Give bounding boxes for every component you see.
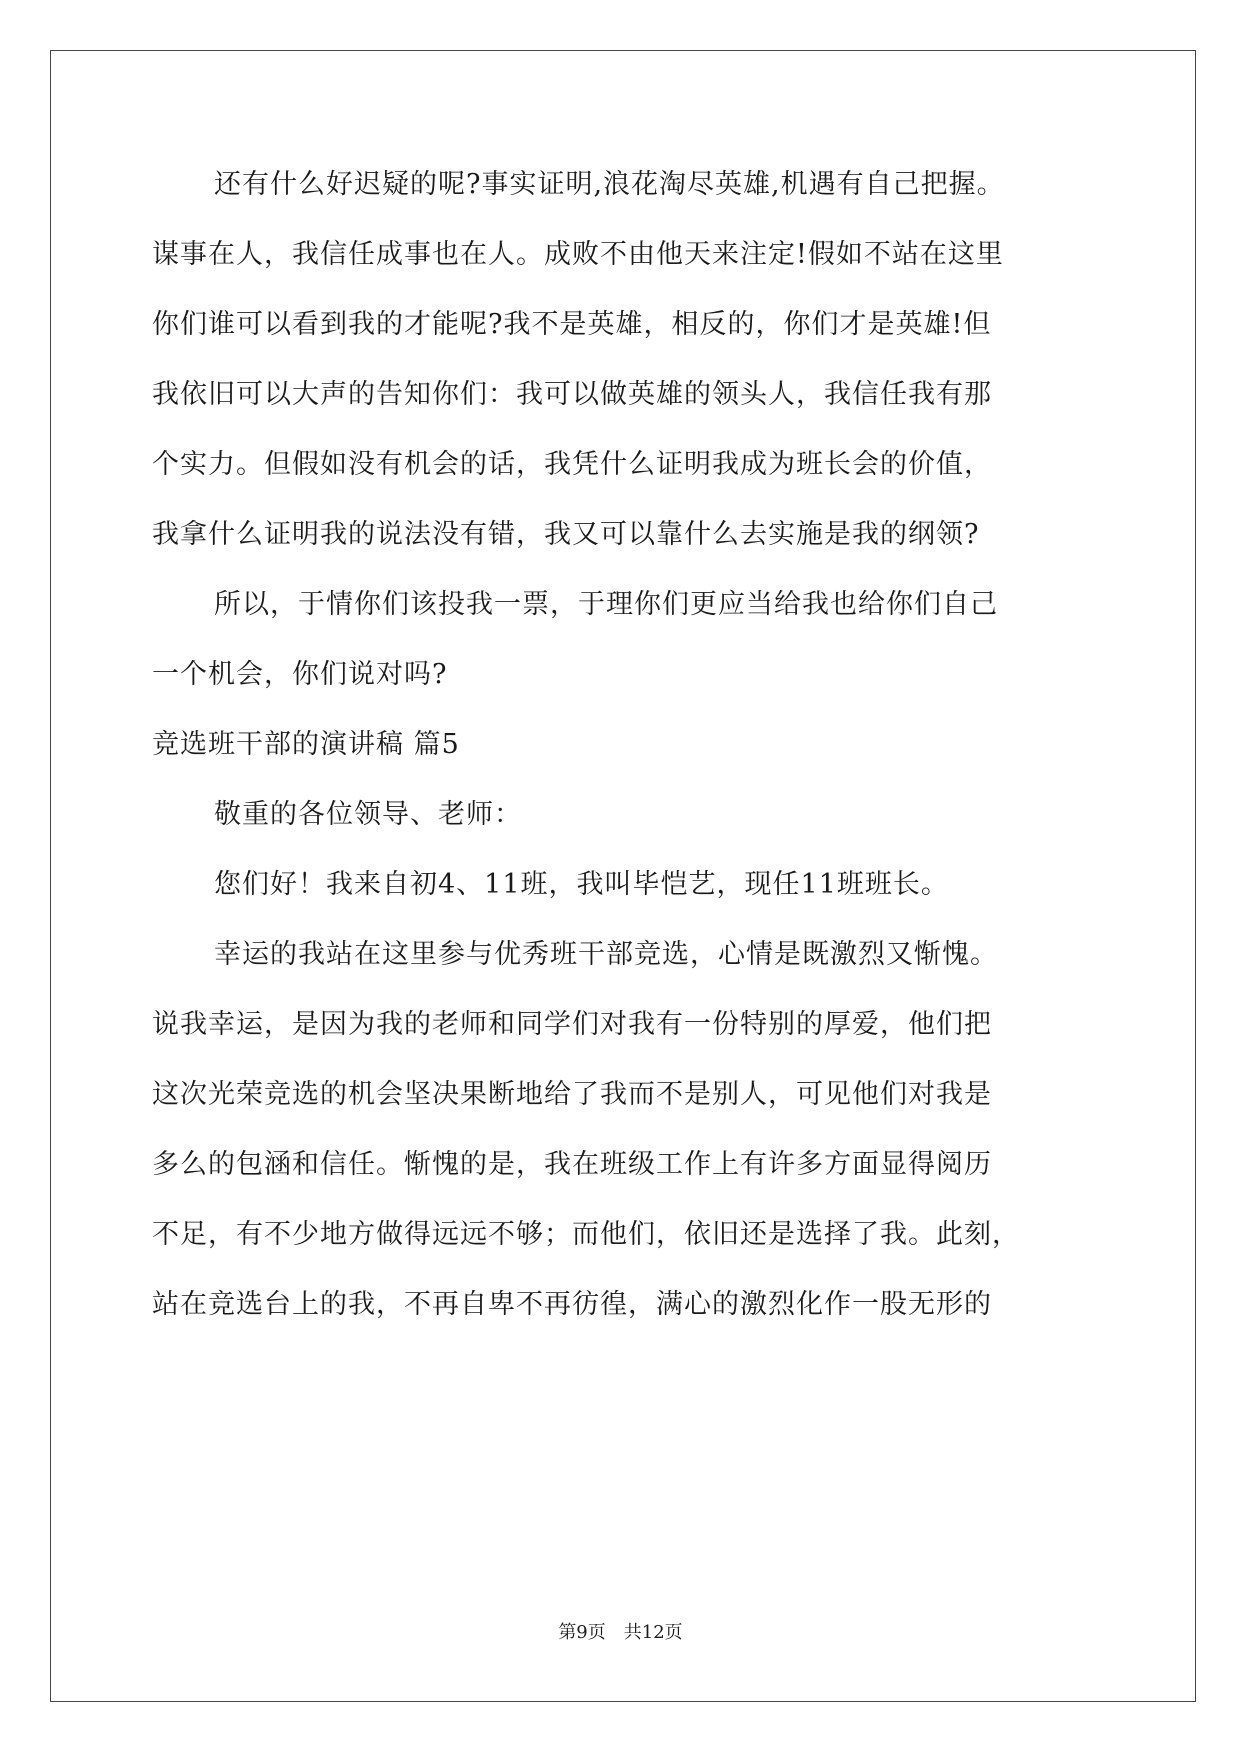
page-footer [0,1618,1241,1644]
text-line: 我依旧可以大声的告知你们：我可以做英雄的领头人，我信任我有那 [152,379,992,410]
text-line: 您们好！我来自初4、11班，我叫毕恺艺，现任11班班长。 [214,869,949,900]
text-line: 所以，于情你们该投我一票，于理你们更应当给我也给你们自己 [214,589,998,620]
text-line: 幸运的我站在这里参与优秀班干部竞选，心情是既激烈又惭愧。 [214,939,998,970]
text-line: 一个机会，你们说对吗? [152,659,448,690]
current-page-number: 第9页 [558,1622,606,1643]
text-line: 站在竞选台上的我，不再自卑不再彷徨，满心的激烈化作一股无形的 [152,1289,992,1320]
text-line: 多么的包涵和信任。惭愧的是，我在班级工作上有许多方面显得阅历 [152,1149,992,1180]
text-line: 说我幸运，是因为我的老师和同学们对我有一份特别的厚爱，他们把 [152,1009,992,1040]
text-line: 我拿什么证明我的说法没有错，我又可以靠什么去实施是我的纲领? [152,519,980,550]
document-body [152,160,1092,1350]
text-line: 还有什么好迟疑的呢?事实证明,浪花淘尽英雄,机遇有自己把握。 [214,169,1005,200]
text-line: 个实力。但假如没有机会的话，我凭什么证明我成为班长会的价值， [152,449,992,480]
salutation: 敬重的各位领导、老师： [214,799,522,830]
total-pages: 共12页 [623,1622,683,1643]
text-line: 你们谁可以看到我的才能呢?我不是英雄，相反的，你们才是英雄!但 [152,309,992,340]
text-line: 不足，有不少地方做得远远不够；而他们，依旧还是选择了我。此刻， [152,1219,1020,1250]
text-line: 谋事在人，我信任成事也在人。成败不由他天来注定!假如不站在这里 [152,239,1004,270]
section-heading: 竞选班干部的演讲稿 篇5 [152,729,460,760]
text-line: 这次光荣竞选的机会坚决果断地给了我而不是别人，可见他们对我是 [152,1079,992,1110]
